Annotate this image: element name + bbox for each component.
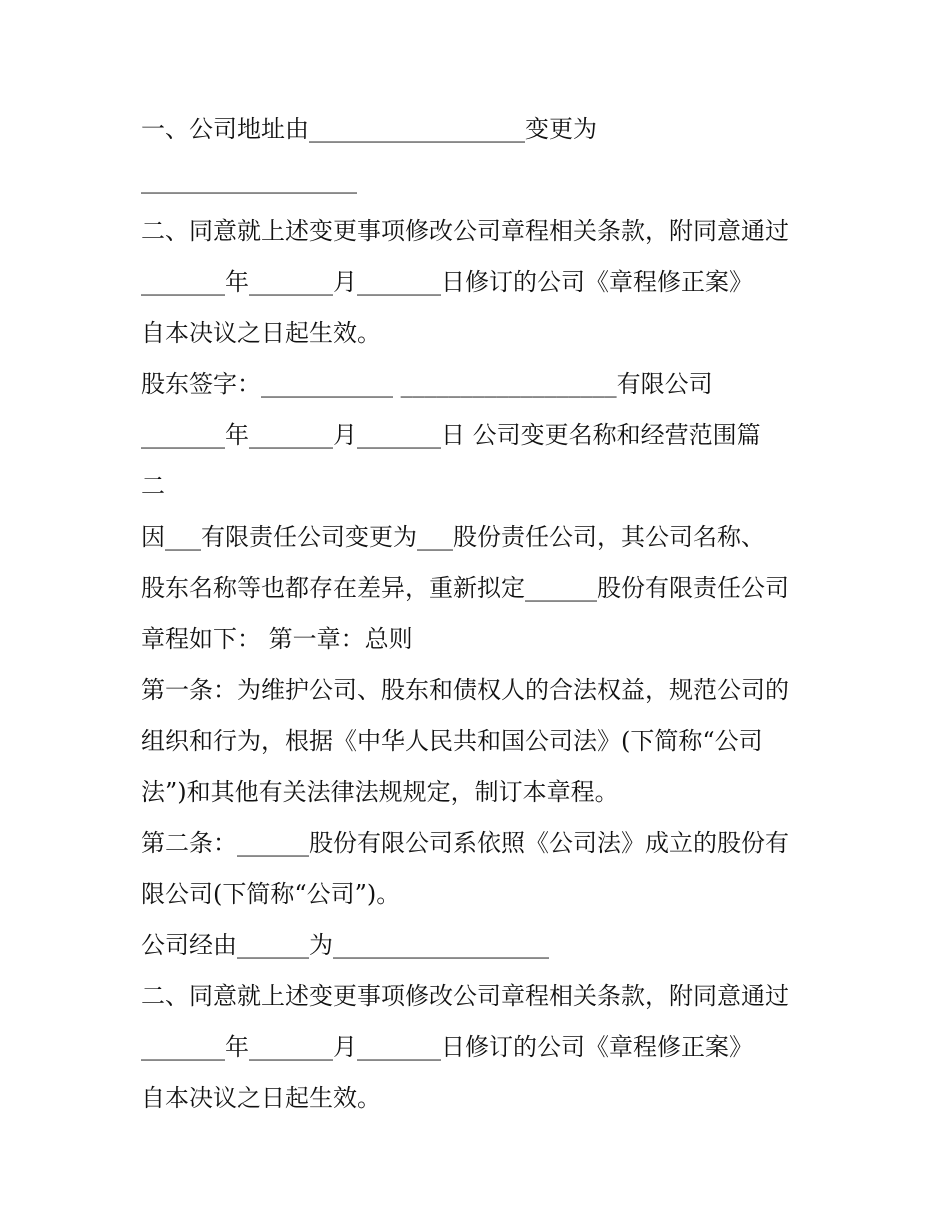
text-line: 组织和行为，根据《中华人民共和国公司法》(下简称“公司 [141, 727, 763, 755]
text-line: 二、同意就上述变更事项修改公司章程相关条款，附同意通过 [141, 982, 789, 1010]
text-line: 一、公司地址由__________________变更为 [141, 115, 597, 143]
text-line: 自本决议之日起生效。 [141, 1084, 381, 1112]
document-body [141, 104, 841, 1124]
text-line: _______年_______月_______日修订的公司《章程修正案》 [141, 1033, 753, 1061]
text-line: 公司经由______为__________________ [141, 931, 549, 959]
text-line: 章程如下： 第一章：总则 [141, 625, 413, 653]
text-line: __________________ [141, 166, 357, 194]
text-line: 限公司(下简称“公司”)。 [141, 880, 401, 908]
text-line: 股东签字：___________ __________________有限公司 [141, 370, 713, 398]
text-line: _______年_______月_______日修订的公司《章程修正案》 [141, 268, 753, 296]
text-line: 法”)和其他有关法律法规规定，制订本章程。 [141, 778, 619, 806]
text-line: 股东名称等也都存在差异，重新拟定______股份有限责任公司 [141, 574, 789, 602]
text-line: 第二条：______股份有限公司系依照《公司法》成立的股份有 [141, 829, 789, 857]
text-line: 自本决议之日起生效。 [141, 319, 381, 347]
text-line: _______年_______月_______日 公司变更名称和经营范围篇 [141, 421, 761, 449]
text-line: 二、同意就上述变更事项修改公司章程相关条款，附同意通过 [141, 217, 789, 245]
text-line: 因___有限责任公司变更为___股份责任公司，其公司名称、 [141, 523, 765, 551]
text-line: 二 [141, 472, 165, 500]
text-line: 第一条：为维护公司、股东和债权人的合法权益，规范公司的 [141, 676, 789, 704]
